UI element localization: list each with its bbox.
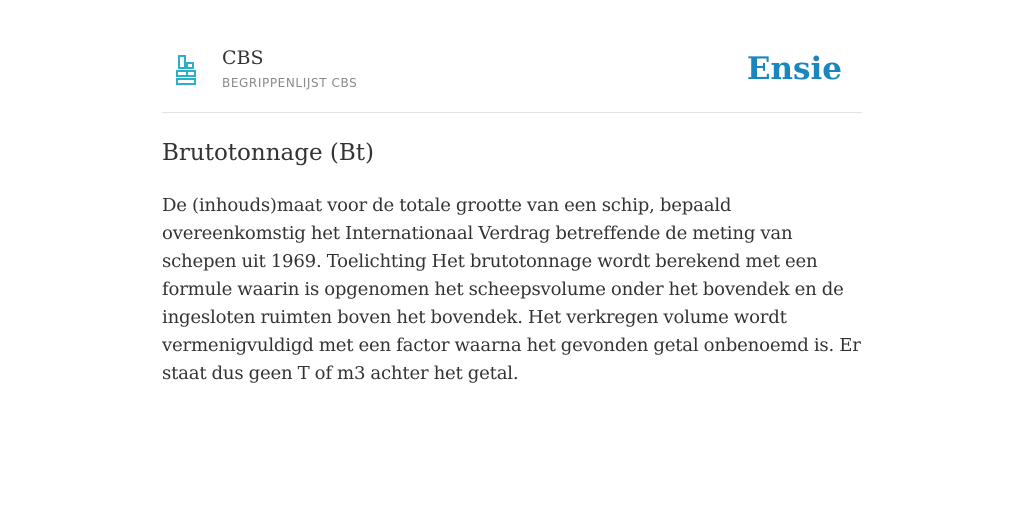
cbs-logo-icon[interactable] <box>174 55 198 89</box>
term-definition: De (inhouds)maat voor de totale grootte van een schip, bepaald overeenkomstig het Internationaal Verdrag betreffende de meting van schepen uit 1969. Toelichting Het brutotonnage wordt berekend met een formule waarin is opgenomen het scheepsvolume onder het bovendek en de ingesloten ruimten boven het bovendek. Het verkregen volume wordt vermenigvuldigd met een factor waarna het gevonden getal onbenoemd is. Er staat dus geen T of m3 achter het getal. <box>162 195 861 384</box>
org-subtitle: BEGRIPPENLIJST CBS <box>222 76 358 90</box>
ensie-brand-link[interactable]: Ensie <box>746 51 842 87</box>
header <box>162 0 862 113</box>
org-name[interactable]: CBS <box>222 47 264 69</box>
term-title: Brutotonnage (Bt) <box>162 140 374 166</box>
page <box>162 0 862 388</box>
